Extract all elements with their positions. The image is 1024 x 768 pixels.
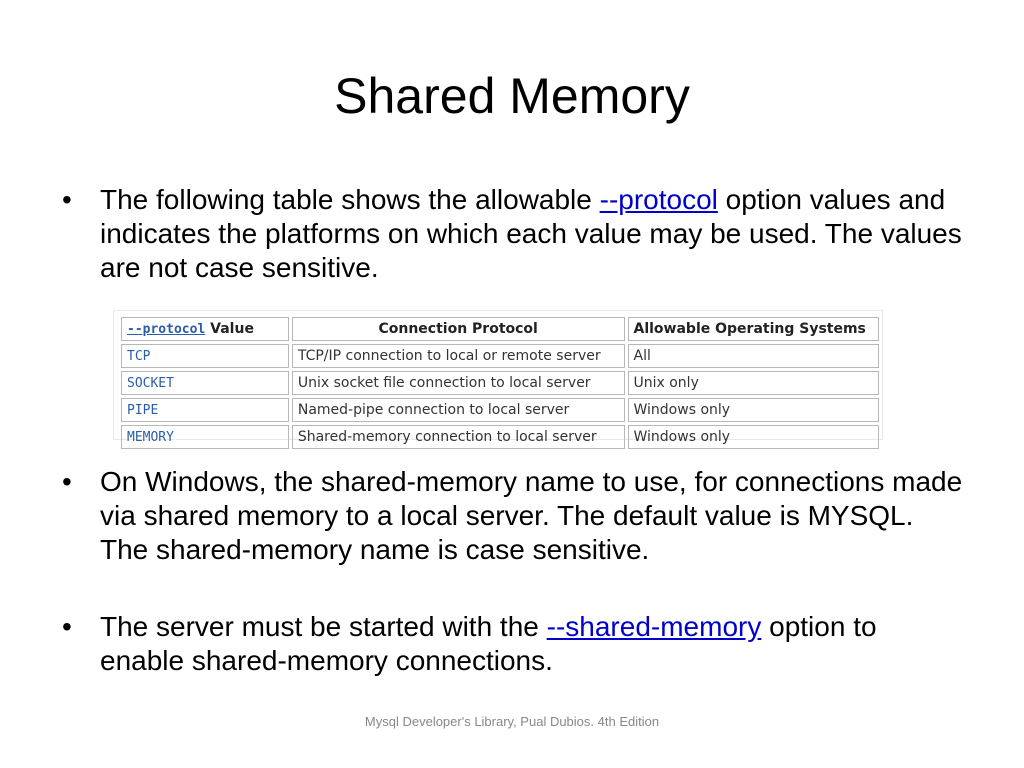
cell-value[interactable]: PIPE — [121, 398, 289, 422]
protocol-table-image — [113, 310, 883, 445]
cell-value[interactable]: TCP — [121, 344, 289, 368]
table-header-row — [121, 317, 879, 341]
cell-protocol: Unix socket file connection to local server — [292, 371, 625, 395]
cell-os: Unix only — [628, 371, 880, 395]
protocol-link[interactable]: --protocol — [599, 184, 718, 215]
bullet-windows-name — [62, 465, 967, 567]
cell-protocol: Shared-memory connection to local server — [292, 425, 625, 449]
bullet-protocol-intro — [62, 183, 967, 285]
table-row — [121, 398, 879, 422]
protocol-table — [118, 314, 882, 452]
slide-title: Shared Memory — [334, 68, 690, 124]
table-row — [121, 425, 879, 449]
cell-value[interactable]: MEMORY — [121, 425, 289, 449]
cell-value[interactable]: SOCKET — [121, 371, 289, 395]
header-connection-protocol: Connection Protocol — [292, 317, 625, 341]
table-row — [121, 371, 879, 395]
header-value: --protocol Value — [121, 317, 289, 341]
cell-protocol: Named-pipe connection to local server — [292, 398, 625, 422]
slide-footer: Mysql Developer's Library, Pual Dubios. 4th Edition — [364, 714, 660, 729]
cell-os: Windows only — [628, 425, 880, 449]
bullet-dot-icon: • — [62, 184, 72, 215]
cell-os: Windows only — [628, 398, 880, 422]
cell-os: All — [628, 344, 880, 368]
table-row — [121, 344, 879, 368]
cell-protocol: TCP/IP connection to local or remote server — [292, 344, 625, 368]
shared-memory-link[interactable]: --shared-memory — [546, 611, 762, 642]
bullet-text: The server must be started with the --shared-memory option to enable shared-memory connections. — [100, 611, 877, 676]
header-protocol-code[interactable]: --protocol — [127, 322, 206, 337]
bullet-dot-icon: • — [62, 466, 72, 497]
bullet-dot-icon: • — [62, 611, 72, 642]
bullet-server-start — [62, 610, 967, 678]
bullet-text: The following table shows the allowable --protocol option values and indicates the platforms on which each value may be used. The values are not case sensitive. — [100, 184, 962, 283]
bullet-text: On Windows, the shared-memory name to use, for connections made via shared memory to a local server. The default value is MYSQL. The shared-memory name is case sensitive. — [100, 466, 963, 565]
header-allowable-os: Allowable Operating Systems — [628, 317, 880, 341]
